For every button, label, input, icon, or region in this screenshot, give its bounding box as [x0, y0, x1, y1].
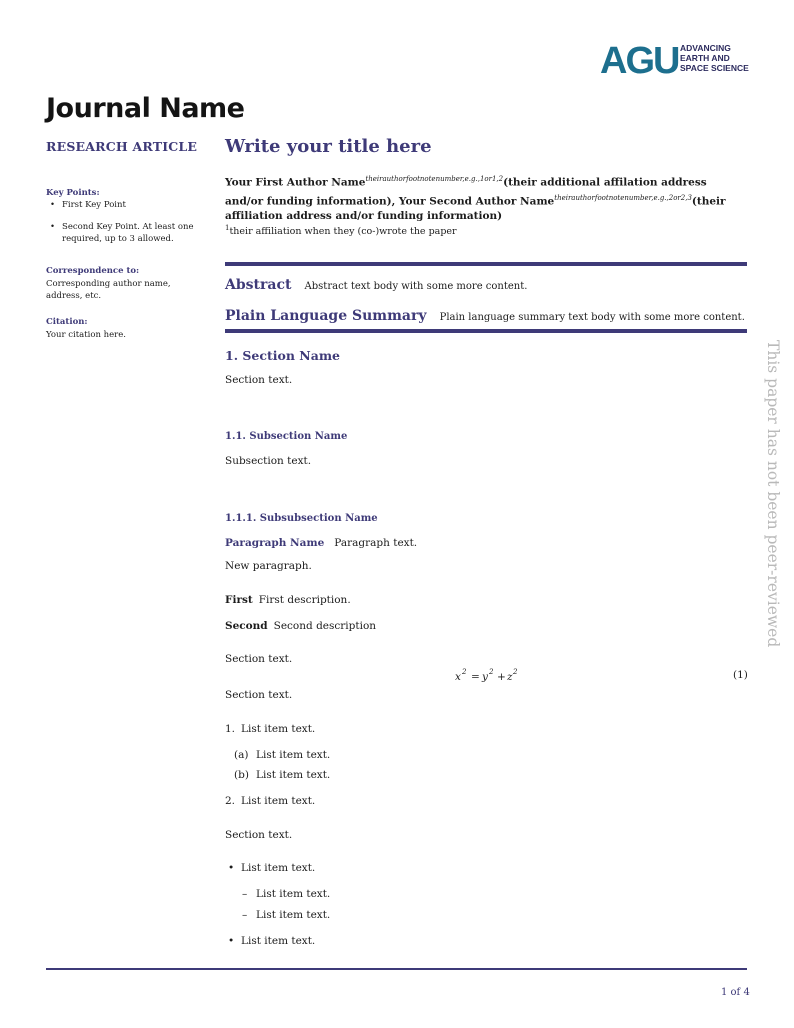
affiliation-number: 1 [225, 224, 230, 232]
new-paragraph: New paragraph. [225, 560, 312, 572]
paper-title: Write your title here [225, 136, 432, 157]
correspondence-heading: Correspondence to: [46, 266, 140, 276]
section-heading: 1. Section Name [225, 348, 340, 363]
peer-review-watermark: This paper has not been peer-reviewed [764, 340, 782, 648]
description-second [225, 620, 376, 632]
abstract [225, 274, 527, 293]
first-author-affiliation: (their additional affilation address and/or funding information), Your Second Author Name [225, 176, 707, 207]
page-number: 1 of 4 [721, 987, 750, 998]
equation-number: (1) [733, 669, 748, 681]
bullet-subitem [242, 909, 331, 921]
key-points-list [50, 199, 200, 255]
key-points-heading: Key Points: [46, 188, 100, 198]
first-author-footnote: theirauthorfootnotenumber,e.g.,1or1,2 [365, 175, 504, 183]
agu-logo [600, 40, 750, 82]
svg-text:2: 2 [462, 668, 467, 676]
abstract-bottom-rule [225, 329, 747, 333]
enum-marker: 1. [225, 723, 236, 735]
author-list [225, 172, 745, 224]
section-text-3: Section text. [225, 689, 293, 701]
enum-subitem-text: List item text. [256, 749, 331, 761]
subsubsection-heading: 1.1.1. Subsubsection Name [225, 513, 378, 524]
citation-text: Your citation here. [46, 330, 126, 340]
svg-text:2: 2 [513, 668, 518, 676]
key-point: • First Key Point [50, 199, 200, 211]
pls-text: Plain language summary text body with some more content. [439, 312, 745, 323]
bullet-subitem [242, 888, 331, 900]
equation [455, 668, 525, 687]
bullet-marker: • [228, 862, 235, 874]
svg-text:z: z [507, 671, 513, 683]
pls-heading: Plain Language Summary [225, 308, 427, 324]
paragraph [225, 537, 417, 549]
journal-name: Journal Name [46, 93, 245, 124]
affiliation-text: their affiliation when they (co-)wrote the paper [229, 226, 457, 238]
logo-mark: AGU [600, 40, 679, 82]
equation-body [455, 668, 525, 684]
description-first-term: First [225, 594, 253, 606]
logo-line-2: EARTH AND [680, 53, 730, 63]
citation-heading: Citation: [46, 317, 88, 327]
bullet-marker: • [228, 935, 235, 947]
enum-subitem-text: List item text. [256, 769, 331, 781]
description-first [225, 594, 351, 606]
description-first-text: First description. [258, 594, 351, 606]
bullet-item-text: List item text. [241, 862, 316, 874]
svg-text:2: 2 [489, 668, 494, 676]
abstract-heading: Abstract [225, 277, 292, 293]
dash-marker: – [242, 888, 248, 900]
bullet-item [228, 862, 316, 874]
enum-item [225, 723, 316, 735]
section-text-2: Section text. [225, 653, 293, 665]
logo-line-3: SPACE SCIENCE [680, 63, 749, 73]
svg-text:+: + [497, 671, 506, 683]
enum-item [225, 795, 316, 807]
subsection-heading: 1.1. Subsection Name [225, 431, 348, 442]
correspondence-text: Corresponding author name, address, etc. [46, 279, 171, 301]
footer-rule [46, 968, 747, 970]
enum-marker: 2. [225, 795, 236, 807]
dash-marker: – [242, 909, 248, 921]
key-point: • Second Key Point. At least one required, up to 3 allowed. [50, 221, 200, 245]
enum-sub-marker: (b) [234, 769, 249, 781]
logo-tagline [680, 43, 749, 73]
subsection-text: Subsection text. [225, 455, 312, 467]
enum-item-text: List item text. [241, 723, 316, 735]
description-second-text: Second description [273, 620, 377, 632]
enum-item-text: List item text. [241, 795, 316, 807]
enum-subitem [234, 769, 331, 781]
second-author-affiliation: (their affiliation address and/or funding information) [225, 195, 726, 222]
bullet-subitem-text: List item text. [256, 909, 331, 921]
section-text-4: Section text. [225, 829, 293, 841]
svg-text:y: y [482, 671, 488, 683]
logo-line-1: ADVANCING [680, 43, 731, 53]
second-author-footnote: theirauthorfootnotenumber,e.g.,2or2,3 [554, 193, 692, 202]
abstract-top-rule [225, 262, 747, 266]
paragraph-heading: Paragraph Name [225, 537, 325, 549]
svg-text:=: = [471, 671, 480, 683]
first-author-name: Your First Author Name [225, 176, 366, 189]
abstract-text: Abstract text body with some more content. [304, 281, 528, 292]
plain-language-summary [225, 305, 745, 324]
bullet-item-text: List item text. [241, 935, 316, 947]
enum-sub-marker: (a) [234, 749, 249, 761]
enum-subitem [234, 749, 331, 761]
section-text: Section text. [225, 374, 293, 386]
bullet-subitem-text: List item text. [256, 888, 331, 900]
description-second-term: Second [225, 620, 268, 632]
affiliation [225, 224, 457, 237]
paragraph-text: Paragraph text. [334, 537, 418, 549]
article-type: RESEARCH ARTICLE [46, 139, 198, 154]
bullet-item [228, 935, 316, 947]
svg-text:x: x [455, 671, 461, 683]
